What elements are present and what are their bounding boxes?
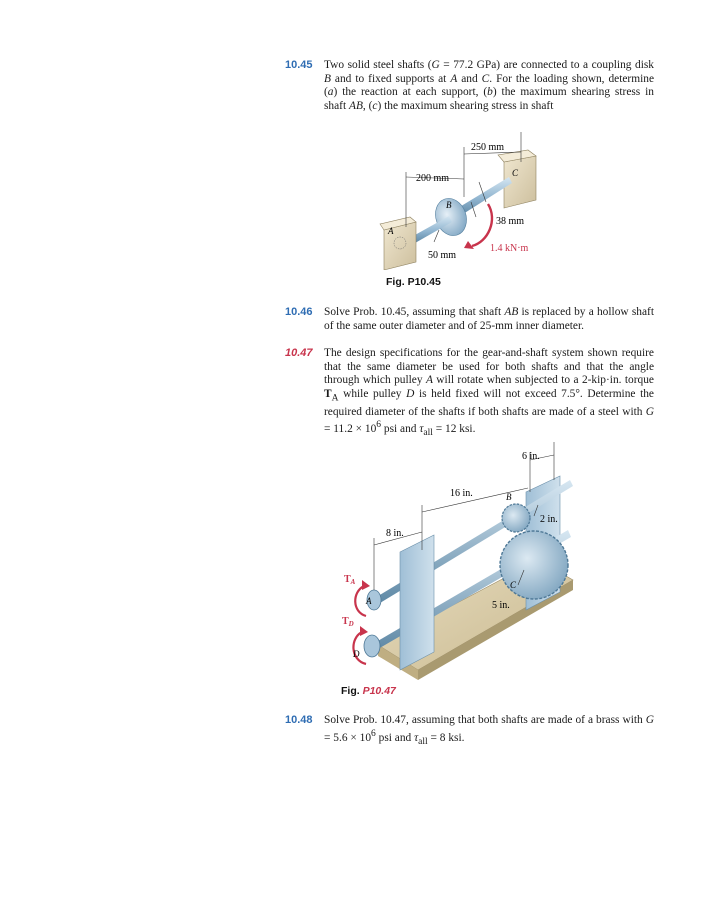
problem-number: 10.48 [285, 714, 313, 726]
problem-10-48 [286, 714, 654, 749]
dim-16: 16 in. [450, 488, 473, 499]
torque-label: 1.4 kN·m [490, 243, 529, 254]
problem-number: 10.47 [285, 347, 313, 359]
dim-2: 2 in. [540, 514, 558, 525]
dim-6: 6 in. [522, 451, 540, 462]
torque-arrow [472, 204, 492, 246]
label-c: C [512, 168, 519, 178]
label-b: B [506, 492, 512, 502]
label-c: C [510, 580, 517, 590]
dim-8: 8 in. [386, 528, 404, 539]
problem-10-45 [286, 59, 654, 113]
label-d: D [353, 649, 360, 659]
torque-a-label: $T_A$ [344, 574, 356, 586]
front-support [400, 535, 434, 670]
dim-50: 50 mm [428, 250, 457, 261]
problem-number: 10.45 [285, 59, 313, 71]
torque-d-label: $T_D$ [342, 616, 354, 628]
dim-200: 200 mm [416, 173, 450, 184]
problem-number: 10.46 [285, 306, 313, 318]
dim-5: 5 in. [492, 600, 510, 611]
figure-p10-45 [376, 122, 566, 270]
figure-caption: Fig. P10.45 [386, 276, 441, 288]
torque-a-arrow [355, 586, 366, 616]
problem-10-46 [286, 306, 654, 333]
label-a: A [366, 596, 372, 606]
label-b: B [446, 200, 452, 210]
gear-b [502, 504, 530, 532]
dim-250: 250 mm [471, 142, 505, 153]
pulley-d [364, 635, 380, 657]
dim-38: 38 mm [496, 216, 525, 227]
problem-text: Solve Prob. 10.45, assuming that shaft AB is replaced by a hollow shaft of the same outer diameter and of 25-mm inner diameter. [324, 306, 654, 332]
problem-text: Solve Prob. 10.47, assuming that both shafts are made of a brass with $G = 5.6 \times 10^6$ psi and $\tau_{all} = 8$ ksi. [324, 714, 654, 747]
label-a: A [388, 226, 394, 236]
problem-text: Two solid steel shafts (G = 77.2 GPa) are connected to a coupling disk B and to fixed supports at A and C. For the loading shown, determine (a) the reaction at each support, (b) the maximum shearing stress in shaft AB, (c) the maximum shearing stress in shaft [324, 59, 655, 112]
figure-caption: Fig. P10.47 [341, 685, 396, 697]
problem-text: The design specifications for the gear-and-shaft system shown require that the same diameter be used for both shafts and that the angle through which pulley A will rotate when subjected to a 2-kip·in. torque $T_A$ while pulley D is held fixed will not exceed 7.5°. Determine the required diameter of the shafts if both shafts are made of a steel with $G = 11.2 \times 10^6$ psi and $\tau_{all} = 12$ ksi. [324, 347, 654, 439]
figure-p10-47 [338, 420, 588, 682]
